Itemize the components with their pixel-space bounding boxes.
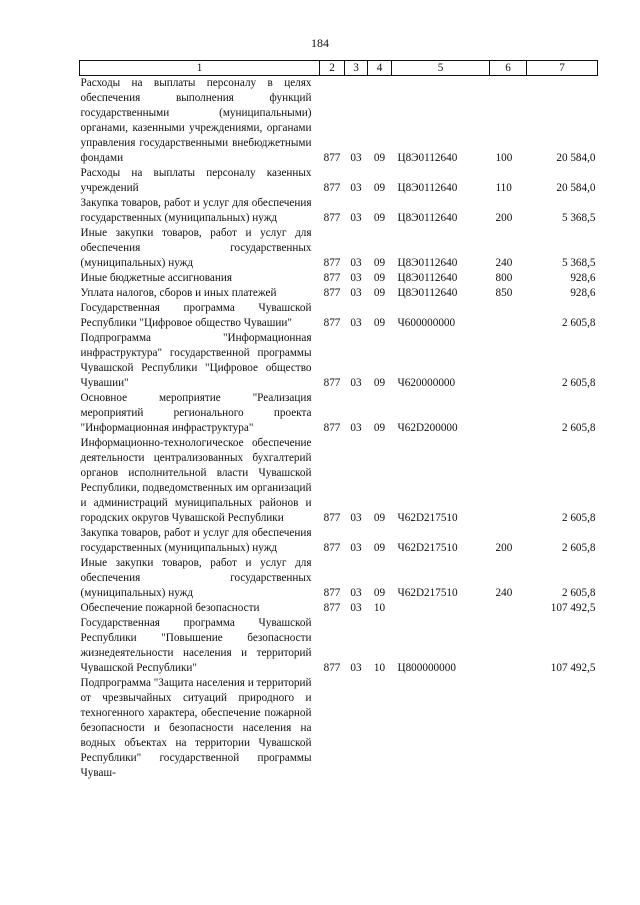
row-subsection-code: 09: [373, 317, 386, 329]
header-col-4: 4: [368, 61, 392, 76]
row-grbs-code: 877: [323, 542, 341, 554]
row-expense-type: 200: [495, 212, 513, 224]
row-subsection-code: 09: [373, 272, 386, 284]
row-name: Государственная программа Чувашской Республики "Цифровое общество Чувашии": [80, 302, 312, 329]
row-subsection-code: 10: [373, 662, 386, 674]
row-name: Государственная программа Чувашской Республики "Повышение безопасности жизнедеятельности населения и территорий Чувашской Республики": [80, 617, 312, 674]
row-name: Расходы на выплаты персоналу казенных учреждений: [80, 167, 312, 194]
row-amount: 2 605,8: [561, 587, 596, 599]
row-amount: 2 605,8: [561, 422, 596, 434]
row-subsection-code: 09: [373, 512, 386, 524]
row-expense-type: 240: [495, 587, 513, 599]
row-target-article: Ц8Э0112640: [397, 182, 458, 194]
row-subsection-code: 10: [373, 602, 386, 614]
row-subsection-code: 09: [373, 287, 386, 299]
row-section-code: 03: [350, 662, 362, 674]
row-expense-type: 200: [495, 542, 513, 554]
table-row: [80, 331, 598, 391]
row-subsection-code: 09: [373, 542, 386, 554]
row-expense-type: [490, 616, 527, 676]
row-amount: 20 584,0: [556, 152, 596, 164]
table-row: [80, 616, 598, 676]
header-col-3: 3: [345, 61, 368, 76]
row-amount: 5 368,5: [561, 257, 596, 269]
table-row: [80, 76, 598, 167]
row-amount: 928,6: [570, 272, 596, 284]
row-amount: 928,6: [570, 287, 596, 299]
row-name: Закупка товаров, работ и услуг для обеспечения государственных (муниципальных) нужд: [80, 197, 312, 224]
row-grbs-code: 877: [323, 662, 341, 674]
table-row: [80, 526, 598, 556]
table-row: [80, 391, 598, 436]
row-amount: 2 605,8: [561, 512, 596, 524]
row-expense-type: [490, 601, 527, 616]
header-col-6: 6: [490, 61, 527, 76]
row-section-code: 03: [350, 602, 362, 614]
row-grbs-code: 877: [323, 602, 341, 614]
row-name: Уплата налогов, сборов и иных платежей: [80, 287, 277, 299]
row-grbs-code: 877: [323, 287, 341, 299]
table-row: [80, 226, 598, 271]
row-section-code: 03: [350, 272, 362, 284]
row-expense-type: 850: [495, 287, 513, 299]
row-expense-type: [490, 436, 527, 526]
row-section-code: 03: [350, 152, 362, 164]
row-name: Основное мероприятие "Реализация мероприятий регионального проекта "Информационная инфраструктура": [80, 392, 312, 434]
row-section-code: 03: [350, 257, 362, 269]
row-target-article: Ц800000000: [397, 662, 456, 674]
row-subsection-code: 09: [373, 152, 386, 164]
row-amount: 2 605,8: [561, 542, 596, 554]
row-grbs-code: 877: [323, 317, 341, 329]
row-amount: [527, 676, 598, 781]
row-target-article: Ц8Э0112640: [397, 152, 458, 164]
row-amount: 2 605,8: [561, 377, 596, 389]
row-grbs-code: 877: [323, 377, 341, 389]
table-header-row: [80, 61, 598, 76]
row-name: Иные закупки товаров, работ и услуг для обеспечения государственных (муниципальных) нужд: [80, 227, 312, 269]
row-name: Подпрограмма "Информационная инфраструктура" государственной программы Чувашской Республики "Цифровое общество Чувашии": [80, 332, 312, 389]
table-row: [80, 286, 598, 301]
row-name: Иные закупки товаров, работ и услуг для обеспечения государственных (муниципальных) нужд: [80, 557, 312, 599]
row-name: Расходы на выплаты персоналу в целях обеспечения выполнения функций государственными (муниципальными) органами, казенными учреждениями, органами управления государственными внебюджетными фондами: [80, 77, 312, 164]
row-section-code: 03: [350, 512, 362, 524]
row-expense-type: [490, 331, 527, 391]
row-target-article: Ц8Э0112640: [397, 287, 458, 299]
table-row: [80, 301, 598, 331]
table-body: [80, 76, 598, 782]
table-row: [80, 556, 598, 601]
table-row: [80, 271, 598, 286]
row-target-article: Ч62D217510: [397, 512, 458, 524]
row-section-code: 03: [350, 422, 362, 434]
row-subsection-code: 09: [373, 587, 386, 599]
row-target-article: Ц8Э0112640: [397, 212, 458, 224]
row-grbs-code: 877: [323, 512, 341, 524]
row-section-code: 03: [350, 317, 362, 329]
row-name: Информационно-технологическое обеспечение деятельности централизованных бухгалтерий органов исполнительной власти Чувашской Республики, подведомственных им организаций и администраций муниципальных районов и городских округов Чувашской Республики: [80, 437, 312, 524]
row-target-article: [392, 676, 490, 781]
row-section-code: [345, 676, 368, 781]
header-col-7: 7: [527, 61, 598, 76]
row-section-code: 03: [350, 182, 362, 194]
row-grbs-code: 877: [323, 587, 341, 599]
row-target-article: Ч600000000: [397, 317, 456, 329]
row-section-code: 03: [350, 212, 362, 224]
row-amount: 107 492,5: [550, 662, 596, 674]
row-amount: 107 492,5: [550, 602, 596, 614]
row-grbs-code: 877: [323, 152, 341, 164]
row-section-code: 03: [350, 377, 362, 389]
row-name: Подпрограмма "Защита населения и территорий от чрезвычайных ситуаций природного и техногенного характера, обеспечение пожарной безопасности и безопасности населения на водных объектах на территории Чувашской Республики" государственной программы Чуваш-: [80, 677, 312, 779]
header-col-5: 5: [392, 61, 490, 76]
row-target-article: Ц8Э0112640: [397, 257, 458, 269]
row-grbs-code: 877: [323, 212, 341, 224]
table-row: [80, 196, 598, 226]
header-col-2: 2: [320, 61, 345, 76]
row-subsection-code: [368, 676, 392, 781]
row-section-code: 03: [350, 587, 362, 599]
row-target-article: Ч620000000: [397, 377, 456, 389]
row-amount: 20 584,0: [556, 182, 596, 194]
row-subsection-code: 09: [373, 212, 386, 224]
row-subsection-code: 09: [373, 182, 386, 194]
row-subsection-code: 09: [373, 377, 386, 389]
row-expense-type: [490, 676, 527, 781]
header-col-1: 1: [80, 61, 320, 76]
row-name: Закупка товаров, работ и услуг для обеспечения государственных (муниципальных) нужд: [80, 527, 312, 554]
row-grbs-code: 877: [323, 257, 341, 269]
row-target-article: [392, 601, 490, 616]
row-target-article: Ч62D200000: [397, 422, 458, 434]
row-section-code: 03: [350, 287, 362, 299]
row-target-article: Ч62D217510: [397, 542, 458, 554]
row-name: Иные бюджетные ассигнования: [80, 272, 232, 284]
row-grbs-code: 877: [323, 272, 341, 284]
table-row: [80, 676, 598, 781]
row-target-article: Ч62D217510: [397, 587, 458, 599]
table-row: [80, 601, 598, 616]
row-amount: 2 605,8: [561, 317, 596, 329]
row-expense-type: 100: [495, 152, 513, 164]
row-expense-type: 110: [495, 182, 512, 194]
row-target-article: Ц8Э0112640: [397, 272, 458, 284]
row-grbs-code: [320, 676, 345, 781]
table-row: [80, 436, 598, 526]
row-subsection-code: 09: [373, 422, 386, 434]
page-number: 184: [311, 36, 329, 50]
table-row: [80, 166, 598, 196]
row-expense-type: [490, 391, 527, 436]
row-grbs-code: 877: [323, 182, 341, 194]
budget-table: [79, 60, 598, 781]
row-expense-type: 240: [495, 257, 513, 269]
row-expense-type: 800: [495, 272, 513, 284]
row-section-code: 03: [350, 542, 362, 554]
row-expense-type: [490, 301, 527, 331]
row-amount: 5 368,5: [561, 212, 596, 224]
row-subsection-code: 09: [373, 257, 386, 269]
row-grbs-code: 877: [323, 422, 341, 434]
row-name: Обеспечение пожарной безопасности: [80, 602, 260, 614]
